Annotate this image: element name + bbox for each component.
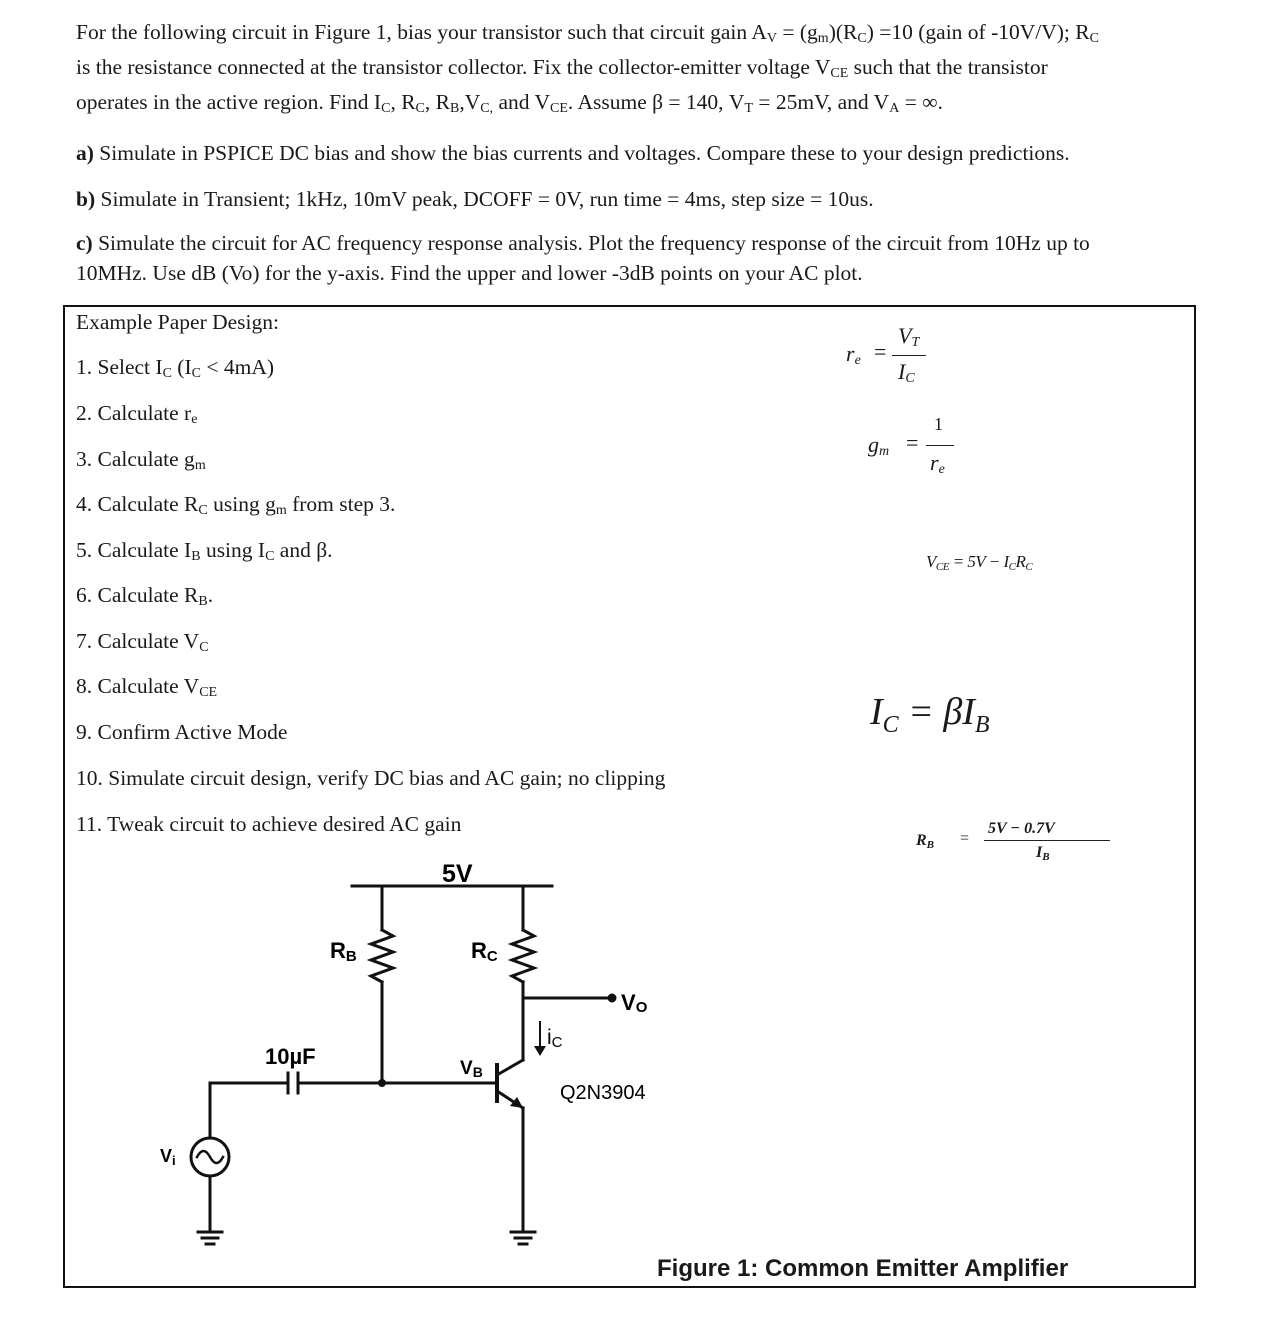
step-2: 2. Calculate $r_e$ xyxy=(76,401,198,427)
vo-label: VO xyxy=(621,990,648,1016)
junction-node xyxy=(378,1079,386,1087)
transistor-label: Q2N3904 xyxy=(560,1082,646,1104)
step-8: 8. Calculate $V_{CE}$ xyxy=(76,674,218,700)
step-11: 11. Tweak circuit to achieve desired AC gain xyxy=(76,812,462,836)
eq-gm: $g_m$ = 1 $r_e$ xyxy=(868,412,968,482)
eq-ic: $I_C = \beta I_B$ xyxy=(870,691,990,738)
step-7: 7. Calculate $V_C$ xyxy=(76,629,209,655)
step-10: 10. Simulate circuit design, verify DC bias and AC gain; no clipping xyxy=(76,766,666,790)
rc-label: RC xyxy=(471,938,498,965)
step-3: 3. Calculate $g_m$ xyxy=(76,447,206,473)
ic-label: iC xyxy=(547,1026,563,1051)
intro-line-1: For the following circuit in Figure 1, bias your transistor such that circuit gain $A_V = (g_m)(R_C) =10$ (gain of -10V/V); $R_C$ xyxy=(76,20,1099,46)
rb-resistor xyxy=(371,930,393,982)
eq-vce: VCE = 5V − ICRC xyxy=(926,552,1033,573)
part-b: b) Simulate in Transient; 1kHz, 10mV peak, DCOFF = 0V, run time = 4ms, step size = 10us. xyxy=(76,187,874,211)
cap-label: 10µF xyxy=(265,1044,316,1069)
step-5: 5. Calculate $I_B$ using $I_C$ and β. xyxy=(76,538,333,564)
part-c: c) Simulate the circuit for AC frequency response analysis. Plot the frequency response of the circuit from 10Hz up to 10MHz. Use dB (Vo) for the y-axis. Find the upper and lower -3dB points on your AC plot. xyxy=(76,231,1090,285)
eq-re: $r_e$ = $V_T$ $I_C$ xyxy=(846,325,956,395)
ic-arrow-head xyxy=(534,1046,546,1056)
eq-rb: RB = 5V − 0.7V IB xyxy=(916,820,1116,870)
supply-label: 5V xyxy=(442,860,473,888)
step-4: 4. Calculate $R_C$ using $g_m$ from step 3. xyxy=(76,492,396,518)
vi-label: Vi xyxy=(160,1146,176,1168)
vb-label: VB xyxy=(460,1058,483,1080)
vo-node xyxy=(608,994,617,1003)
step-1: 1. Select $I_C$ $(I_C < 4mA)$ xyxy=(76,355,275,381)
figure-caption: Figure 1: Common Emitter Amplifier xyxy=(657,1255,1069,1282)
intro-line-2: is the resistance connected at the transistor collector. Fix the collector-emitter voltage $V_{CE}$ such that the transistor xyxy=(76,55,1048,81)
rb-label: RB xyxy=(330,938,357,965)
step-9: 9. Confirm Active Mode xyxy=(76,720,288,744)
rc-resistor xyxy=(512,930,534,982)
part-a: a) Simulate in PSPICE DC bias and show the bias currents and voltages. Compare these to your design predictions. xyxy=(76,141,1070,165)
step-6: 6. Calculate $R_B$. xyxy=(76,583,214,609)
intro-line-3: operates in the active region. Find $I_C$, $R_C$, $R_B,V_{C,}$ and $V_{CE}$. Assume β = 140, $V_T = 25mV$, and $V_A$ = ∞. xyxy=(76,90,943,116)
design-title: Example Paper Design: xyxy=(76,310,280,334)
